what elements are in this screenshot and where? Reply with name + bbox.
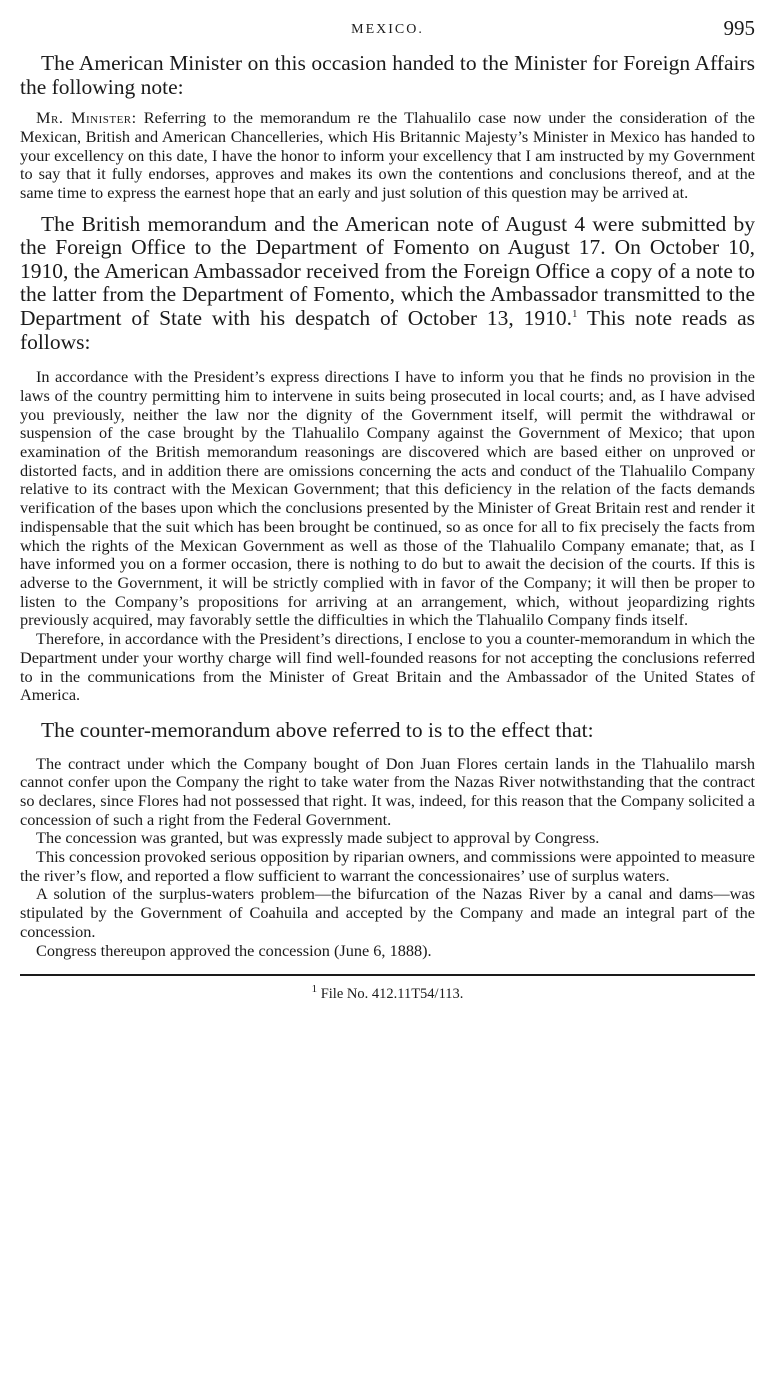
document-page xyxy=(20,14,755,1003)
counter-memorandum-paragraph-5: Congress thereupon approved the concession (June 6, 1888). xyxy=(36,940,432,960)
fomento-note-paragraph-2: Therefore, in accordance with the President’s directions, I enclose to you a counter-memorandum in which the Department under your worthy charge will find well-founded reasons for not accepting the conclusions referred to in the communications from the Minister of Great Britain and the Ambassador of the United States of America. xyxy=(20,629,755,705)
british-paragraph-text: The British memorandum and the American note of August 4 were submitted by the Foreign Office to the Department of Fomento on August 17. On October 10, 1910, the American Ambassador received from the Foreign Office a copy of a note to the latter from the Department of Fomento, which the Ambassador transmitted to the Department of State with his despatch of October 13, 1910. xyxy=(20,211,755,331)
note-body: Referring to the memorandum re the Tlahualilo case now under the consideration of the Mexican, British and American Chancelleries, which His Britannic Majesty’s Minister in Mexico has handed to your excellency on this date, I have the honor to inform your excellency that I am instructed by my Government to say that it fully endorses, approves and makes its own the contentions and conclusions thereof, and at the same time to express the earnest hope that an early and just solution of this question may be arrived at. xyxy=(20,108,755,202)
footnote-divider xyxy=(20,974,755,976)
british-memorandum-paragraph xyxy=(20,213,755,355)
counter-memorandum-paragraph-4: A solution of the surplus-waters problem—the bifurcation of the Nazas River by a canal and dams—was stipulated by the Government of Coahuila and accepted by the Company and made an integral part of the concession. xyxy=(20,884,755,941)
note-salutation: Mr. Minister: xyxy=(36,108,137,128)
footnote-reference[interactable]: 1 xyxy=(571,307,578,320)
running-head xyxy=(20,14,755,44)
footnote-text: File No. 412.11T54/113. xyxy=(320,986,464,1003)
counter-memorandum-intro: The counter-memorandum above referred to is to the effect that: xyxy=(41,717,594,742)
fomento-note-paragraph-1: In accordance with the President’s express directions I have to inform you that he finds no provision in the laws of the country permitting him to intervene in suits being prosecuted in local courts; and, as I have advised you previously, neither the law nor the dignity of the Government itself, will permit the withdrawal or suspension of the case brought by the Tlahualilo Company against the Government of Mexico; that upon examination of the British memorandum reasonings are discovered which are based either on unproved or distorted facts, and in addition there are omissions concerning the acts and conduct of the Tlahualilo Company relative to its contract with the Mexican Government; that this deficiency in the relation of the facts demands verification of the bases upon which the conclusions presented by the Minister of Great Britain rest and render it indispensable that the suit which has been brought be continued, so as once for all to fix precisely the facts from which the rights of the Mexican Government as well as those of the Tlahualilo Company emanate; that, as I have informed you on a former occasion, there is nothing to do but to await the decision of the courts. If this is adverse to the Government, it will be strictly complied with in favor of the Company; it will then be proper to listen to the Company’s propositions for arriving at an arrangement, which, without jeopardizing rights previously acquired, may favorably settle the difficulties in which the Tlahualilo Company finds itself. xyxy=(20,367,755,630)
footnote xyxy=(20,983,755,1003)
intro-paragraph: The American Minister on this occasion handed to the Minister for Foreign Affairs the following note: xyxy=(20,51,755,99)
running-title: MEXICO. xyxy=(351,22,424,37)
counter-memorandum-paragraph-1: The contract under which the Company bought of Don Juan Flores certain lands in the Tlahualilo marsh cannot confer upon the Company the right to take water from the Nazas River notwithstanding that the contract so declares, since Flores had not possessed that right. It was, indeed, for this reason that the Company solicited a concession of such a right from the Federal Government. xyxy=(20,753,755,829)
counter-memorandum-paragraph-2: The concession was granted, but was expressly made subject to approval by Congress. xyxy=(36,828,600,848)
footnote-marker: 1 xyxy=(311,983,318,996)
page-number: 995 xyxy=(723,16,755,40)
note-paragraph xyxy=(20,109,755,203)
counter-memorandum-paragraph-3: This concession provoked serious opposition by riparian owners, and commissions were appointed to measure the river’s flow, and reported a flow sufficient to warrant the concessionaires’ use of surplus waters. xyxy=(20,847,755,885)
british-paragraph-tail: This note reads as follows: xyxy=(20,306,755,354)
